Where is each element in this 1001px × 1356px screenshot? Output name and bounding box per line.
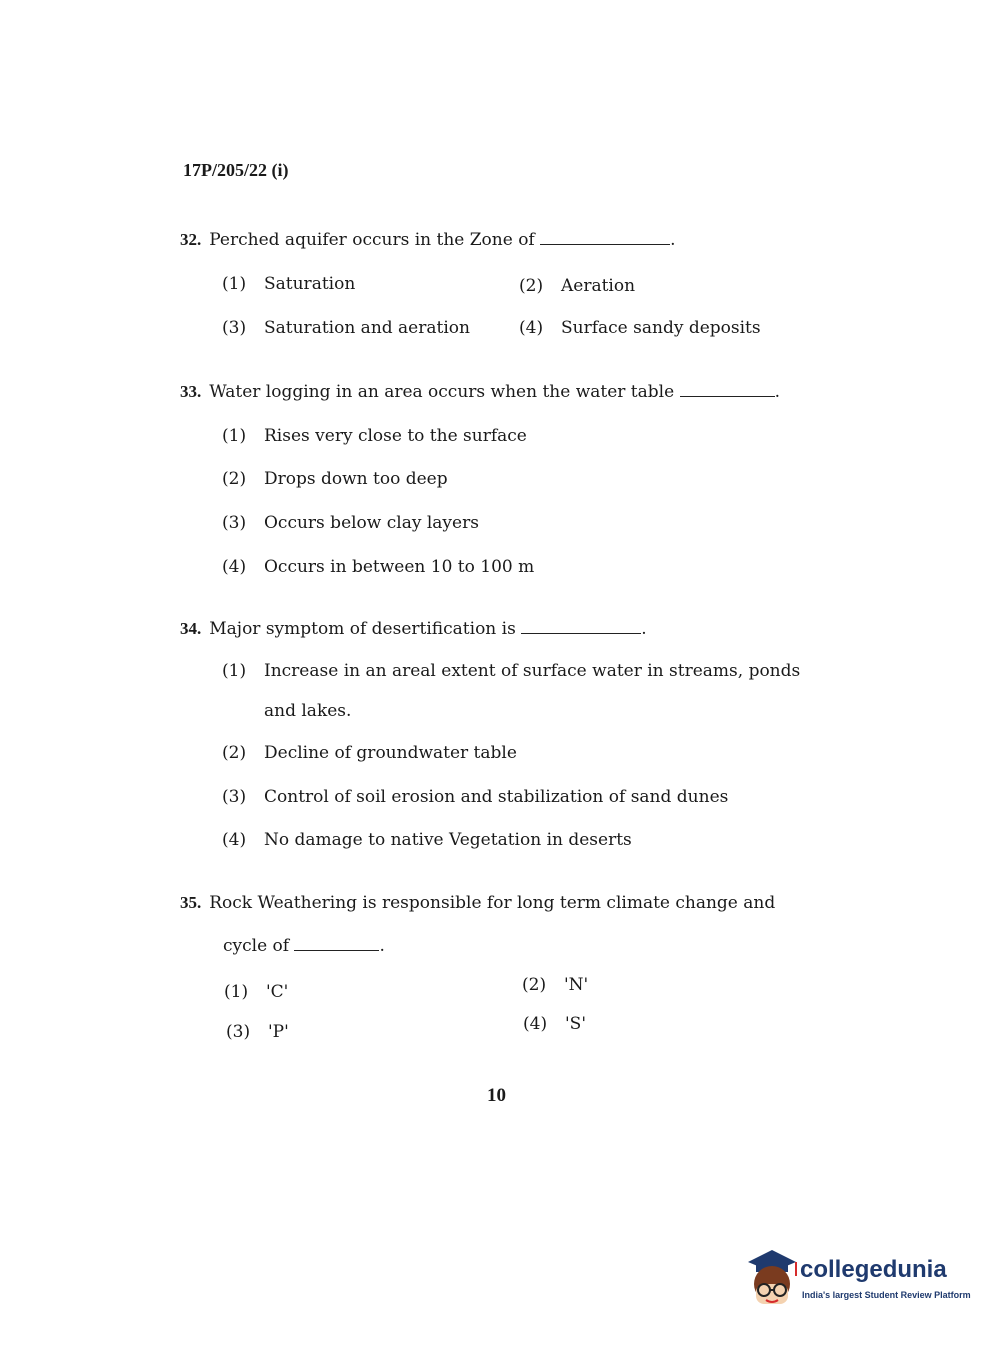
- option-text: Occurs in between 10 to 100 m: [264, 557, 535, 577]
- question-number: 32.: [180, 230, 202, 249]
- mascot-icon: [742, 1248, 800, 1310]
- option-number: (2): [222, 743, 247, 763]
- question-number: 35.: [180, 893, 202, 912]
- option-text: Control of soil erosion and stabilization of sand dunes: [264, 787, 729, 807]
- option-text: Increase in an areal extent of surface water in streams, ponds: [264, 661, 801, 681]
- option-text: Saturation and aeration: [264, 318, 470, 338]
- option-text: No damage to native Vegetation in deserts: [264, 830, 632, 850]
- option-text: Saturation: [264, 274, 356, 294]
- question-end: .: [774, 382, 780, 402]
- answer-blank: [680, 384, 775, 397]
- question-text: Major symptom of desertification is: [209, 619, 516, 639]
- option-number: (3): [226, 1022, 251, 1042]
- option-number: (3): [222, 787, 247, 807]
- option-text: Drops down too deep: [264, 469, 448, 489]
- logo-tagline: India's largest Student Review Platform: [802, 1290, 971, 1300]
- option-34-4: [222, 830, 632, 850]
- logo-wordmark: collegedunia: [800, 1256, 947, 1283]
- option-number: (1): [222, 274, 247, 294]
- answer-blank: [521, 621, 641, 634]
- option-number: (3): [222, 513, 247, 533]
- option-35-3: [226, 1022, 289, 1042]
- question-text: Rock Weathering is responsible for long term climate change and: [209, 893, 776, 913]
- option-text: 'N': [564, 975, 589, 995]
- collegedunia-logo[interactable]: [742, 1248, 972, 1312]
- option-34-3: [222, 787, 728, 807]
- question-35: [180, 893, 775, 913]
- option-number: (2): [519, 276, 544, 296]
- option-33-2: [222, 469, 448, 489]
- page-number: 10: [487, 1085, 506, 1106]
- question-33: [180, 382, 780, 402]
- option-text: Aeration: [561, 276, 636, 296]
- question-35-continued: [223, 936, 385, 956]
- option-33-1: [222, 426, 527, 446]
- answer-blank: [294, 938, 379, 951]
- option-33-3: [222, 513, 479, 533]
- option-32-2: [519, 276, 635, 296]
- option-number: (1): [222, 661, 247, 681]
- option-text: 'S': [565, 1014, 586, 1034]
- option-number: (4): [519, 318, 544, 338]
- option-text: Rises very close to the surface: [264, 426, 527, 446]
- question-end: .: [379, 936, 385, 956]
- answer-blank: [540, 232, 670, 245]
- option-text: Occurs below clay layers: [264, 513, 479, 533]
- question-34: [180, 619, 647, 639]
- option-number: (4): [222, 830, 247, 850]
- question-end: .: [641, 619, 647, 639]
- question-number: 34.: [180, 619, 202, 638]
- question-number: 33.: [180, 382, 202, 401]
- question-text: Water logging in an area occurs when the water table: [209, 382, 675, 402]
- option-number: (3): [222, 318, 247, 338]
- option-32-4: [519, 318, 761, 338]
- option-33-4: [222, 557, 534, 577]
- option-35-2: [522, 975, 588, 995]
- question-text: Perched aquifer occurs in the Zone of: [209, 230, 535, 250]
- question-32: [180, 230, 676, 250]
- option-text: 'C': [266, 982, 289, 1002]
- option-number: (1): [222, 426, 247, 446]
- option-text: 'P': [268, 1022, 289, 1042]
- option-number: (4): [523, 1014, 548, 1034]
- option-34-1-continued: and lakes.: [264, 701, 352, 721]
- option-text: Decline of groundwater table: [264, 743, 517, 763]
- option-32-3: [222, 318, 470, 338]
- option-35-4: [523, 1014, 586, 1034]
- option-number: (4): [222, 557, 247, 577]
- option-number: (1): [224, 982, 249, 1002]
- option-34-1: [222, 661, 800, 681]
- question-end: .: [670, 230, 676, 250]
- question-text-cont: cycle of: [223, 936, 290, 956]
- option-34-2: [222, 743, 517, 763]
- option-number: (2): [522, 975, 547, 995]
- option-35-1: [224, 982, 288, 1002]
- option-32-1: [222, 274, 355, 294]
- paper-code: 17P/205/22 (i): [183, 160, 289, 180]
- option-number: (2): [222, 469, 247, 489]
- option-text: Surface sandy deposits: [561, 318, 761, 338]
